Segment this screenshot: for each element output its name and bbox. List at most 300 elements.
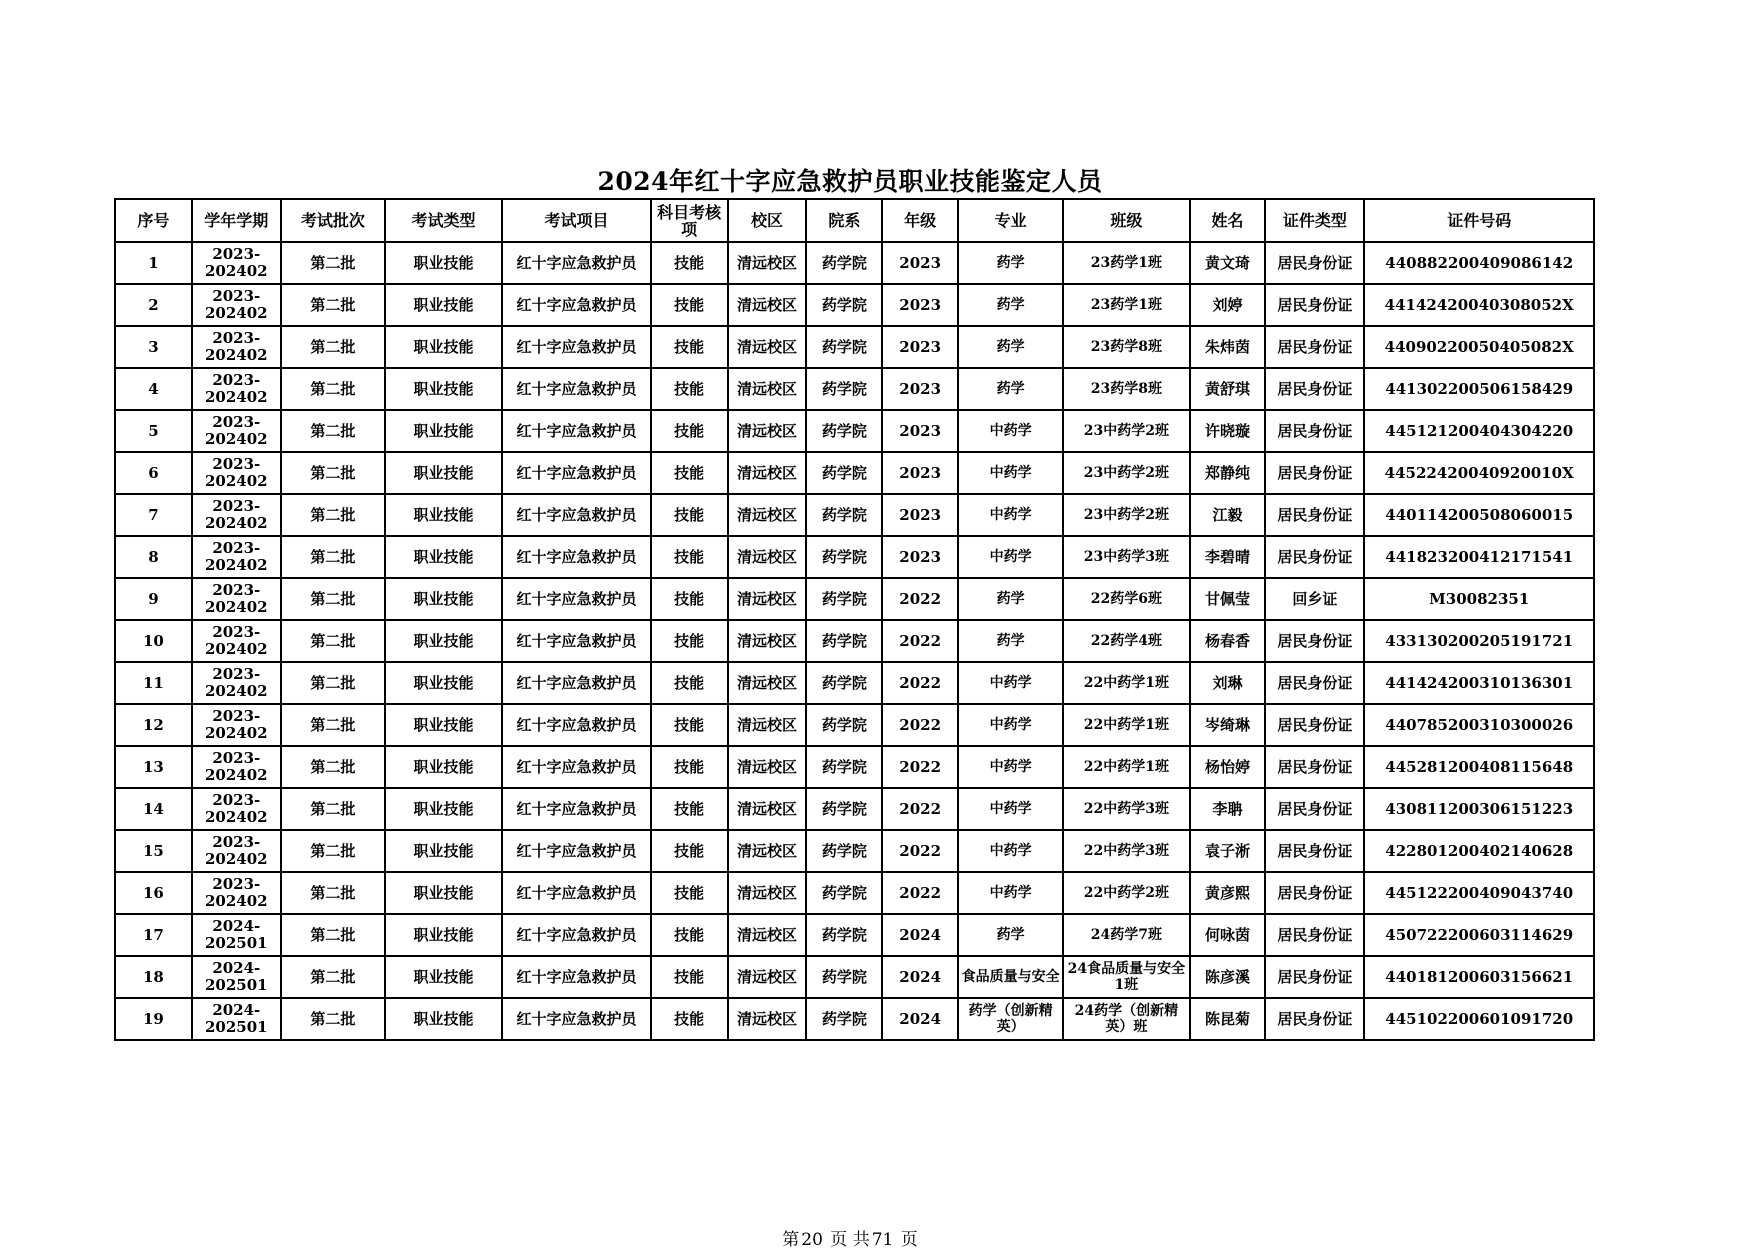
col-index-cell: 7	[115, 494, 192, 536]
col-index-cell: 14	[115, 788, 192, 830]
col-exam-item-cell: 红十字应急救护员	[502, 242, 651, 284]
col-id-type-cell: 居民身份证	[1265, 998, 1364, 1040]
col-grade-cell: 2022	[882, 830, 958, 872]
col-campus-cell: 清远校区	[728, 326, 807, 368]
table-row	[115, 914, 1594, 956]
col-academic-term-cell: 2023-202402	[192, 326, 281, 368]
col-name-cell: 郑静纯	[1190, 452, 1266, 494]
col-school-cell: 药学院	[806, 410, 882, 452]
col-assessment-item-cell: 技能	[651, 410, 728, 452]
table-row	[115, 284, 1594, 326]
col-academic-term-cell: 2023-202402	[192, 284, 281, 326]
col-exam-item-cell: 红十字应急救护员	[502, 578, 651, 620]
col-grade-cell: 2023	[882, 326, 958, 368]
table-row	[115, 662, 1594, 704]
col-id-type-cell: 居民身份证	[1265, 242, 1364, 284]
col-school-cell: 药学院	[806, 830, 882, 872]
col-major-cell: 中药学	[958, 830, 1063, 872]
col-exam-item-cell: 红十字应急救护员	[502, 746, 651, 788]
col-index-cell: 18	[115, 956, 192, 998]
col-academic-term-cell: 2023-202402	[192, 494, 281, 536]
col-academic-term-cell: 2023-202402	[192, 242, 281, 284]
col-exam-type-cell: 职业技能	[385, 956, 502, 998]
footer-total-pages: 71	[871, 1230, 894, 1250]
col-id-number-cell: 445281200408115648	[1364, 746, 1594, 788]
col-grade-cell: 2023	[882, 410, 958, 452]
col-campus-cell: 清远校区	[728, 368, 807, 410]
col-exam-type-cell: 职业技能	[385, 620, 502, 662]
col-exam-type-cell: 职业技能	[385, 830, 502, 872]
col-index-cell: 11	[115, 662, 192, 704]
col-exam-item-cell: 红十字应急救护员	[502, 914, 651, 956]
col-grade-cell: 2022	[882, 872, 958, 914]
col-school-cell: 药学院	[806, 620, 882, 662]
table-row	[115, 578, 1594, 620]
col-id-number-cell: 440882200409086142	[1364, 242, 1594, 284]
col-id-type-cell: 居民身份证	[1265, 746, 1364, 788]
col-campus-cell: 清远校区	[728, 662, 807, 704]
col-exam-item-cell: 红十字应急救护员	[502, 620, 651, 662]
table-row	[115, 536, 1594, 578]
col-name-cell: 李聃	[1190, 788, 1266, 830]
col-grade-cell: 2022	[882, 578, 958, 620]
col-assessment-item-cell: 技能	[651, 326, 728, 368]
footer-prefix: 第	[782, 1230, 800, 1250]
col-id-type-cell: 居民身份证	[1265, 914, 1364, 956]
col-exam-item-cell: 红十字应急救护员	[502, 998, 651, 1040]
table-row	[115, 872, 1594, 914]
table-body	[115, 242, 1594, 1040]
col-class-cell: 22中药学3班	[1063, 788, 1189, 830]
col-major-cell: 食品质量与安全	[958, 956, 1063, 998]
col-grade-cell: 2022	[882, 746, 958, 788]
col-id-number-cell: 440114200508060015	[1364, 494, 1594, 536]
col-id-number-cell: 430811200306151223	[1364, 788, 1594, 830]
col-school-cell: 药学院	[806, 914, 882, 956]
col-index-cell: 8	[115, 536, 192, 578]
col-assessment-item-cell: 技能	[651, 704, 728, 746]
col-campus-cell: 清远校区	[728, 956, 807, 998]
col-campus-cell: 清远校区	[728, 452, 807, 494]
col-name-cell: 岑绮琳	[1190, 704, 1266, 746]
col-academic-term-cell: 2023-202402	[192, 452, 281, 494]
col-id-type-cell: 居民身份证	[1265, 326, 1364, 368]
col-id-type-cell: 居民身份证	[1265, 410, 1364, 452]
col-class-cell: 22中药学3班	[1063, 830, 1189, 872]
col-exam-batch-cell: 第二批	[281, 326, 385, 368]
col-class-cell: 23中药学3班	[1063, 536, 1189, 578]
col-id-type-cell: 居民身份证	[1265, 872, 1364, 914]
col-name-cell: 黄文琦	[1190, 242, 1266, 284]
col-exam-batch-cell: 第二批	[281, 830, 385, 872]
col-name-cell: 何咏茵	[1190, 914, 1266, 956]
col-exam-type-cell: 职业技能	[385, 704, 502, 746]
col-campus-cell: 清远校区	[728, 284, 807, 326]
col-assessment-item-cell: 技能	[651, 662, 728, 704]
col-school-header: 院系	[806, 199, 882, 242]
col-id-type-cell: 居民身份证	[1265, 788, 1364, 830]
col-index-cell: 4	[115, 368, 192, 410]
col-exam-type-cell: 职业技能	[385, 662, 502, 704]
col-index-cell: 15	[115, 830, 192, 872]
col-grade-cell: 2023	[882, 494, 958, 536]
col-class-cell: 23药学1班	[1063, 284, 1189, 326]
col-assessment-item-cell: 技能	[651, 620, 728, 662]
col-exam-batch-cell: 第二批	[281, 956, 385, 998]
col-index-cell: 5	[115, 410, 192, 452]
col-name-cell: 黄舒琪	[1190, 368, 1266, 410]
col-index-cell: 9	[115, 578, 192, 620]
col-school-cell: 药学院	[806, 788, 882, 830]
col-class-header: 班级	[1063, 199, 1189, 242]
col-index-cell: 1	[115, 242, 192, 284]
col-school-cell: 药学院	[806, 704, 882, 746]
col-class-cell: 22中药学1班	[1063, 746, 1189, 788]
personnel-table	[114, 198, 1595, 1041]
footer-mid: 页 共	[830, 1230, 870, 1250]
col-grade-cell: 2023	[882, 536, 958, 578]
col-exam-item-cell: 红十字应急救护员	[502, 410, 651, 452]
col-grade-cell: 2022	[882, 662, 958, 704]
col-exam-type-cell: 职业技能	[385, 410, 502, 452]
col-grade-cell: 2023	[882, 368, 958, 410]
col-assessment-item-cell: 技能	[651, 494, 728, 536]
col-major-cell: 中药学	[958, 788, 1063, 830]
col-major-cell: 中药学	[958, 662, 1063, 704]
footer-suffix: 页	[900, 1230, 918, 1250]
col-id-number-cell: 450722200603114629	[1364, 914, 1594, 956]
col-id-number-cell: 441302200506158429	[1364, 368, 1594, 410]
table-row	[115, 998, 1594, 1040]
col-major-cell: 中药学	[958, 410, 1063, 452]
col-exam-item-header: 考试项目	[502, 199, 651, 242]
col-assessment-item-cell: 技能	[651, 242, 728, 284]
col-academic-term-cell: 2023-202402	[192, 662, 281, 704]
col-exam-batch-cell: 第二批	[281, 620, 385, 662]
col-id-number-cell: M30082351	[1364, 578, 1594, 620]
col-id-type-cell: 居民身份证	[1265, 830, 1364, 872]
col-exam-type-cell: 职业技能	[385, 368, 502, 410]
col-assessment-item-cell: 技能	[651, 746, 728, 788]
col-academic-term-cell: 2023-202402	[192, 830, 281, 872]
page-title: 2024年红十字应急救护员职业技能鉴定人员	[597, 167, 1103, 196]
col-school-cell: 药学院	[806, 368, 882, 410]
col-school-cell: 药学院	[806, 662, 882, 704]
col-id-type-cell: 居民身份证	[1265, 536, 1364, 578]
col-exam-batch-cell: 第二批	[281, 914, 385, 956]
col-name-header: 姓名	[1190, 199, 1266, 242]
col-campus-cell: 清远校区	[728, 494, 807, 536]
col-assessment-item-cell: 技能	[651, 914, 728, 956]
col-grade-cell: 2023	[882, 284, 958, 326]
table-row	[115, 368, 1594, 410]
col-index-cell: 19	[115, 998, 192, 1040]
col-exam-batch-cell: 第二批	[281, 872, 385, 914]
col-name-cell: 江毅	[1190, 494, 1266, 536]
col-major-cell: 药学	[958, 578, 1063, 620]
col-campus-cell: 清远校区	[728, 704, 807, 746]
col-campus-cell: 清远校区	[728, 536, 807, 578]
col-assessment-item-cell: 技能	[651, 578, 728, 620]
col-major-cell: 中药学	[958, 452, 1063, 494]
col-id-number-cell: 445102200601091720	[1364, 998, 1594, 1040]
col-grade-cell: 2022	[882, 788, 958, 830]
col-exam-batch-cell: 第二批	[281, 536, 385, 578]
col-id-number-cell: 422801200402140628	[1364, 830, 1594, 872]
col-major-cell: 药学	[958, 620, 1063, 662]
col-exam-item-cell: 红十字应急救护员	[502, 956, 651, 998]
table-row	[115, 410, 1594, 452]
col-grade-header: 年级	[882, 199, 958, 242]
col-school-cell: 药学院	[806, 998, 882, 1040]
table-row	[115, 620, 1594, 662]
col-major-cell: 中药学	[958, 746, 1063, 788]
col-campus-cell: 清远校区	[728, 746, 807, 788]
col-school-cell: 药学院	[806, 494, 882, 536]
col-id-number-cell: 440785200310300026	[1364, 704, 1594, 746]
col-name-cell: 陈昆菊	[1190, 998, 1266, 1040]
col-id-type-header: 证件类型	[1265, 199, 1364, 242]
col-academic-term-cell: 2023-202402	[192, 620, 281, 662]
col-exam-type-cell: 职业技能	[385, 872, 502, 914]
col-major-cell: 药学	[958, 368, 1063, 410]
col-campus-cell: 清远校区	[728, 578, 807, 620]
col-exam-type-cell: 职业技能	[385, 284, 502, 326]
col-id-type-cell: 居民身份证	[1265, 284, 1364, 326]
col-index-cell: 2	[115, 284, 192, 326]
col-school-cell: 药学院	[806, 578, 882, 620]
col-id-type-cell: 居民身份证	[1265, 452, 1364, 494]
col-major-cell: 中药学	[958, 536, 1063, 578]
col-grade-cell: 2024	[882, 956, 958, 998]
col-grade-cell: 2022	[882, 704, 958, 746]
col-id-type-cell: 居民身份证	[1265, 620, 1364, 662]
col-index-cell: 16	[115, 872, 192, 914]
col-index-cell: 17	[115, 914, 192, 956]
col-exam-item-cell: 红十字应急救护员	[502, 452, 651, 494]
table-row	[115, 494, 1594, 536]
col-exam-batch-cell: 第二批	[281, 998, 385, 1040]
table-row	[115, 242, 1594, 284]
col-school-cell: 药学院	[806, 284, 882, 326]
col-name-cell: 杨怡婷	[1190, 746, 1266, 788]
col-exam-item-cell: 红十字应急救护员	[502, 872, 651, 914]
col-id-type-cell: 回乡证	[1265, 578, 1364, 620]
col-exam-batch-cell: 第二批	[281, 410, 385, 452]
col-exam-item-cell: 红十字应急救护员	[502, 494, 651, 536]
col-exam-batch-cell: 第二批	[281, 662, 385, 704]
col-id-number-cell: 445121200404304220	[1364, 410, 1594, 452]
col-id-type-cell: 居民身份证	[1265, 956, 1364, 998]
col-assessment-item-cell: 技能	[651, 956, 728, 998]
col-id-number-cell: 44090220050405082X	[1364, 326, 1594, 368]
table-row	[115, 830, 1594, 872]
col-major-cell: 药学（创新精英）	[958, 998, 1063, 1040]
col-class-cell: 22中药学1班	[1063, 662, 1189, 704]
col-major-cell: 药学	[958, 242, 1063, 284]
col-school-cell: 药学院	[806, 536, 882, 578]
col-major-header: 专业	[958, 199, 1063, 242]
col-id-type-cell: 居民身份证	[1265, 368, 1364, 410]
col-exam-batch-cell: 第二批	[281, 494, 385, 536]
col-assessment-item-cell: 技能	[651, 788, 728, 830]
col-exam-type-cell: 职业技能	[385, 914, 502, 956]
col-campus-cell: 清远校区	[728, 620, 807, 662]
col-index-cell: 6	[115, 452, 192, 494]
col-index-cell: 3	[115, 326, 192, 368]
col-exam-batch-cell: 第二批	[281, 788, 385, 830]
col-major-cell: 药学	[958, 284, 1063, 326]
col-campus-header: 校区	[728, 199, 807, 242]
col-assessment-item-cell: 技能	[651, 284, 728, 326]
col-id-number-cell: 440181200603156621	[1364, 956, 1594, 998]
col-exam-type-cell: 职业技能	[385, 452, 502, 494]
col-grade-cell: 2024	[882, 998, 958, 1040]
table-header-row	[115, 199, 1594, 242]
col-name-cell: 甘佩莹	[1190, 578, 1266, 620]
col-assessment-item-cell: 技能	[651, 452, 728, 494]
col-exam-type-cell: 职业技能	[385, 788, 502, 830]
col-exam-batch-cell: 第二批	[281, 284, 385, 326]
col-id-number-cell: 44142420040308052X	[1364, 284, 1594, 326]
col-class-cell: 24药学（创新精英）班	[1063, 998, 1189, 1040]
col-class-cell: 22中药学1班	[1063, 704, 1189, 746]
col-exam-type-header: 考试类型	[385, 199, 502, 242]
col-academic-term-cell: 2023-202402	[192, 704, 281, 746]
col-exam-batch-header: 考试批次	[281, 199, 385, 242]
col-exam-item-cell: 红十字应急救护员	[502, 368, 651, 410]
col-campus-cell: 清远校区	[728, 872, 807, 914]
col-id-type-cell: 居民身份证	[1265, 662, 1364, 704]
col-name-cell: 刘琳	[1190, 662, 1266, 704]
col-index-cell: 10	[115, 620, 192, 662]
col-id-type-cell: 居民身份证	[1265, 704, 1364, 746]
col-class-cell: 23中药学2班	[1063, 452, 1189, 494]
col-exam-type-cell: 职业技能	[385, 242, 502, 284]
col-campus-cell: 清远校区	[728, 998, 807, 1040]
table-row	[115, 452, 1594, 494]
col-class-cell: 23药学8班	[1063, 326, 1189, 368]
col-exam-batch-cell: 第二批	[281, 746, 385, 788]
col-class-cell: 23药学1班	[1063, 242, 1189, 284]
col-major-cell: 药学	[958, 326, 1063, 368]
col-class-cell: 22药学6班	[1063, 578, 1189, 620]
col-exam-type-cell: 职业技能	[385, 494, 502, 536]
col-academic-term-header: 学年学期	[192, 199, 281, 242]
col-assessment-item-header: 科目考核项	[651, 199, 728, 242]
col-campus-cell: 清远校区	[728, 830, 807, 872]
col-exam-batch-cell: 第二批	[281, 242, 385, 284]
col-name-cell: 陈彦溪	[1190, 956, 1266, 998]
col-major-cell: 中药学	[958, 704, 1063, 746]
col-id-number-cell: 441823200412171541	[1364, 536, 1594, 578]
page-footer	[0, 1225, 1700, 1250]
col-academic-term-cell: 2023-202402	[192, 410, 281, 452]
col-assessment-item-cell: 技能	[651, 872, 728, 914]
col-class-cell: 24药学7班	[1063, 914, 1189, 956]
col-name-cell: 刘婷	[1190, 284, 1266, 326]
col-index-cell: 13	[115, 746, 192, 788]
col-school-cell: 药学院	[806, 956, 882, 998]
col-exam-type-cell: 职业技能	[385, 998, 502, 1040]
col-id-type-cell: 居民身份证	[1265, 494, 1364, 536]
col-exam-item-cell: 红十字应急救护员	[502, 536, 651, 578]
col-academic-term-cell: 2024-202501	[192, 998, 281, 1040]
col-school-cell: 药学院	[806, 452, 882, 494]
col-academic-term-cell: 2023-202402	[192, 368, 281, 410]
col-assessment-item-cell: 技能	[651, 536, 728, 578]
col-assessment-item-cell: 技能	[651, 368, 728, 410]
col-campus-cell: 清远校区	[728, 410, 807, 452]
col-index-cell: 12	[115, 704, 192, 746]
col-exam-type-cell: 职业技能	[385, 578, 502, 620]
col-exam-item-cell: 红十字应急救护员	[502, 830, 651, 872]
col-name-cell: 许晓璇	[1190, 410, 1266, 452]
table-row	[115, 704, 1594, 746]
col-exam-batch-cell: 第二批	[281, 368, 385, 410]
col-school-cell: 药学院	[806, 326, 882, 368]
col-assessment-item-cell: 技能	[651, 830, 728, 872]
col-academic-term-cell: 2023-202402	[192, 746, 281, 788]
col-academic-term-cell: 2024-202501	[192, 956, 281, 998]
col-index-header: 序号	[115, 199, 192, 242]
col-name-cell: 杨春香	[1190, 620, 1266, 662]
table-row	[115, 788, 1594, 830]
col-id-number-cell: 441424200310136301	[1364, 662, 1594, 704]
col-grade-cell: 2022	[882, 620, 958, 662]
col-school-cell: 药学院	[806, 746, 882, 788]
col-exam-type-cell: 职业技能	[385, 326, 502, 368]
col-name-cell: 袁子淅	[1190, 830, 1266, 872]
col-grade-cell: 2023	[882, 242, 958, 284]
col-major-cell: 药学	[958, 914, 1063, 956]
col-name-cell: 李碧晴	[1190, 536, 1266, 578]
footer-page-number: 20	[801, 1230, 823, 1250]
col-class-cell: 23中药学2班	[1063, 494, 1189, 536]
col-name-cell: 黄彦熙	[1190, 872, 1266, 914]
col-exam-batch-cell: 第二批	[281, 704, 385, 746]
col-exam-item-cell: 红十字应急救护员	[502, 284, 651, 326]
col-academic-term-cell: 2023-202402	[192, 578, 281, 620]
col-exam-batch-cell: 第二批	[281, 578, 385, 620]
col-school-cell: 药学院	[806, 242, 882, 284]
col-assessment-item-cell: 技能	[651, 998, 728, 1040]
col-school-cell: 药学院	[806, 872, 882, 914]
col-exam-type-cell: 职业技能	[385, 536, 502, 578]
col-major-cell: 中药学	[958, 494, 1063, 536]
col-class-cell: 24食品质量与安全1班	[1063, 956, 1189, 998]
col-class-cell: 22药学4班	[1063, 620, 1189, 662]
col-class-cell: 23药学8班	[1063, 368, 1189, 410]
table-row	[115, 326, 1594, 368]
col-exam-item-cell: 红十字应急救护员	[502, 326, 651, 368]
col-class-cell: 22中药学2班	[1063, 872, 1189, 914]
col-exam-item-cell: 红十字应急救护员	[502, 788, 651, 830]
col-id-number-cell: 44522420040920010X	[1364, 452, 1594, 494]
col-grade-cell: 2023	[882, 452, 958, 494]
col-academic-term-cell: 2023-202402	[192, 872, 281, 914]
table-row	[115, 956, 1594, 998]
col-id-number-cell: 433130200205191721	[1364, 620, 1594, 662]
col-academic-term-cell: 2024-202501	[192, 914, 281, 956]
col-major-cell: 中药学	[958, 872, 1063, 914]
col-academic-term-cell: 2023-202402	[192, 536, 281, 578]
col-grade-cell: 2024	[882, 914, 958, 956]
table-row	[115, 746, 1594, 788]
col-exam-batch-cell: 第二批	[281, 452, 385, 494]
col-exam-item-cell: 红十字应急救护员	[502, 704, 651, 746]
col-campus-cell: 清远校区	[728, 914, 807, 956]
